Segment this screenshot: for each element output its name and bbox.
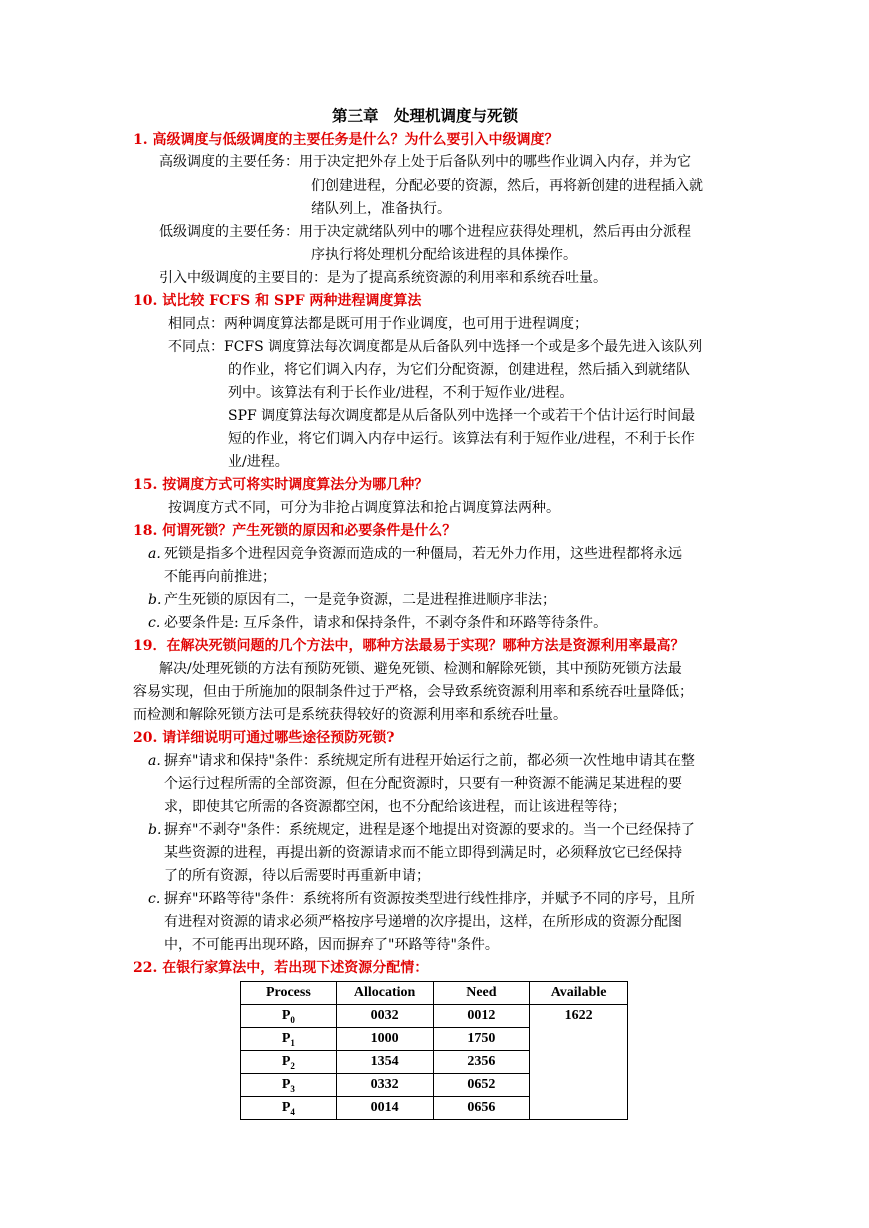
process-cell: $P_1$ xyxy=(241,1028,337,1051)
answer-line: 高级调度的主要任务：用于决定把外存上处于后备队列中的哪些作业调入内存，并为它 xyxy=(159,154,691,170)
answer-line: SPF 调度算法每次调度都是从后备队列中选择一个或若干个估计运行时间最 xyxy=(228,408,696,424)
item-marker: b. xyxy=(148,592,162,608)
answer-line: 列中。该算法有利于长作业/进程，不利于短作业/进程。 xyxy=(228,385,574,401)
need-cell: 2356 xyxy=(433,1051,530,1074)
question-10-title: 10. 试比较 FCFS 和 SPF 两种进程调度算法 xyxy=(133,293,422,309)
header-need: Need xyxy=(433,982,530,1005)
process-cell: $P_4$ xyxy=(241,1097,337,1120)
available-cell: 1622 xyxy=(530,1005,628,1120)
bankers-algorithm-table xyxy=(240,981,628,1120)
answer-line: 绪队列上，准备执行。 xyxy=(311,201,451,217)
header-available: Available xyxy=(530,982,628,1005)
question-15-title: 15. 按调度方式可将实时调度算法分为哪几种？ xyxy=(133,477,429,493)
question-20-title: 20. 请详细说明可通过哪些途径预防死锁? xyxy=(133,730,395,746)
answer-line: 短的作业，将它们调入内存中运行。该算法有利于短作业/进程，不利于长作 xyxy=(228,431,695,447)
answer-line: 个运行过程所需的全部资源，但在分配资源时，只要有一种资源不能满足某进程的要 xyxy=(164,776,682,792)
allocation-cell: 1000 xyxy=(336,1028,433,1051)
item-marker: c. xyxy=(148,615,161,631)
answer-line: 摒弃"请求和保持"条件：系统规定所有进程开始运行之前，都必须一次性地申请其在整 xyxy=(164,753,695,769)
answer-line: 死锁是指多个进程因竞争资源而造成的一种僵局，若无外力作用，这些进程都将永远 xyxy=(164,546,682,562)
allocation-cell: 0032 xyxy=(336,1005,433,1028)
item-marker: a. xyxy=(148,546,161,562)
answer-line: 引入中级调度的主要目的：是为了提高系统资源的利用率和系统吞吐量。 xyxy=(159,270,607,286)
answer-line: 摒弃"不剥夺"条件：系统规定，进程是逐个地提出对资源的要求的。当一个已经保持了 xyxy=(164,822,695,838)
question-18-title: 18. 何谓死锁？产生死锁的原因和必要条件是什么？ xyxy=(133,523,457,539)
answer-line: 不同点：FCFS 调度算法每次调度都是从后备队列中选择一个或是多个最先进入该队列 xyxy=(168,339,703,355)
answer-line: 业/进程。 xyxy=(228,454,289,470)
header-allocation: Allocation xyxy=(336,982,433,1005)
answer-line: 中，不可能再出现环路，因而摒弃了"环路等待"条件。 xyxy=(164,937,499,953)
answer-line: 不能再向前推进； xyxy=(164,569,276,585)
answer-line: 相同点：两种调度算法都是既可用于作业调度，也可用于进程调度； xyxy=(168,316,588,332)
item-marker: c. xyxy=(148,891,161,907)
answer-line: 解决/处理死锁的方法有预防死锁、避免死锁、检测和解除死锁，其中预防死锁方法最 xyxy=(159,661,682,677)
need-cell: 1750 xyxy=(433,1028,530,1051)
answer-line: 的作业，将它们调入内存，为它们分配资源，创建进程，然后插入到就绪队 xyxy=(228,362,690,378)
item-marker: a. xyxy=(148,753,161,769)
question-1-title: 1. 高级调度与低级调度的主要任务是什么？为什么要引入中级调度？ xyxy=(133,132,559,148)
answer-line: 有进程对资源的请求必须严格按序号递增的次序提出，这样，在所形成的资源分配图 xyxy=(164,914,682,930)
answer-line: 了的所有资源，待以后需要时再重新申请； xyxy=(164,868,430,884)
answer-line: 产生死锁的原因有二，一是竞争资源，二是进程推进顺序非法； xyxy=(164,592,556,608)
answer-line: 们创建进程，分配必要的资源，然后，再将新创建的进程插入就 xyxy=(311,178,703,194)
table-header-row xyxy=(241,982,628,1005)
answer-line: 必要条件是: 互斥条件，请求和保持条件，不剥夺条件和环路等待条件。 xyxy=(164,615,608,631)
answer-line: 摒弃"环路等待"条件：系统将所有资源按类型进行线性排序，并赋予不同的序号，且所 xyxy=(164,891,695,907)
answer-line: 而检测和解除死锁方法可是系统获得较好的资源利用率和系统吞吐量。 xyxy=(133,707,567,723)
answer-line: 容易实现，但由于所施加的限制条件过于严格，会导致系统资源利用率和系统吞吐量降低； xyxy=(133,684,693,700)
allocation-cell: 0332 xyxy=(336,1074,433,1097)
process-cell: $P_2$ xyxy=(241,1051,337,1074)
header-process: Process xyxy=(241,982,337,1005)
answer-line: 低级调度的主要任务：用于决定就绪队列中的哪个进程应获得处理机，然后再由分派程 xyxy=(159,224,691,240)
allocation-cell: 0014 xyxy=(336,1097,433,1120)
allocation-cell: 1354 xyxy=(336,1051,433,1074)
answer-line: 序执行将处理机分配给该进程的具体操作。 xyxy=(311,247,577,263)
need-cell: 0012 xyxy=(433,1005,530,1028)
answer-line: 求，即使其它所需的各资源都空闲，也不分配给该进程，而让该进程等待； xyxy=(164,799,626,815)
process-cell: $P_3$ xyxy=(241,1074,337,1097)
need-cell: 0656 xyxy=(433,1097,530,1120)
chapter-title: 第三章 处理机调度与死锁 xyxy=(332,106,519,125)
process-cell: $P_0$ xyxy=(241,1005,337,1028)
answer-line: 按调度方式不同，可分为非抢占调度算法和抢占调度算法两种。 xyxy=(168,500,560,516)
question-19-title: 19．在解决死锁问题的几个方法中，哪种方法最易于实现？哪种方法是资源利用率最高？ xyxy=(133,638,685,654)
table-row xyxy=(241,1005,628,1028)
question-22-title: 22. 在银行家算法中，若出现下述资源分配情： xyxy=(133,960,429,976)
item-marker: b. xyxy=(148,822,162,838)
answer-line: 某些资源的进程，再提出新的资源请求而不能立即得到满足时，必须释放它已经保持 xyxy=(164,845,682,861)
need-cell: 0652 xyxy=(433,1074,530,1097)
